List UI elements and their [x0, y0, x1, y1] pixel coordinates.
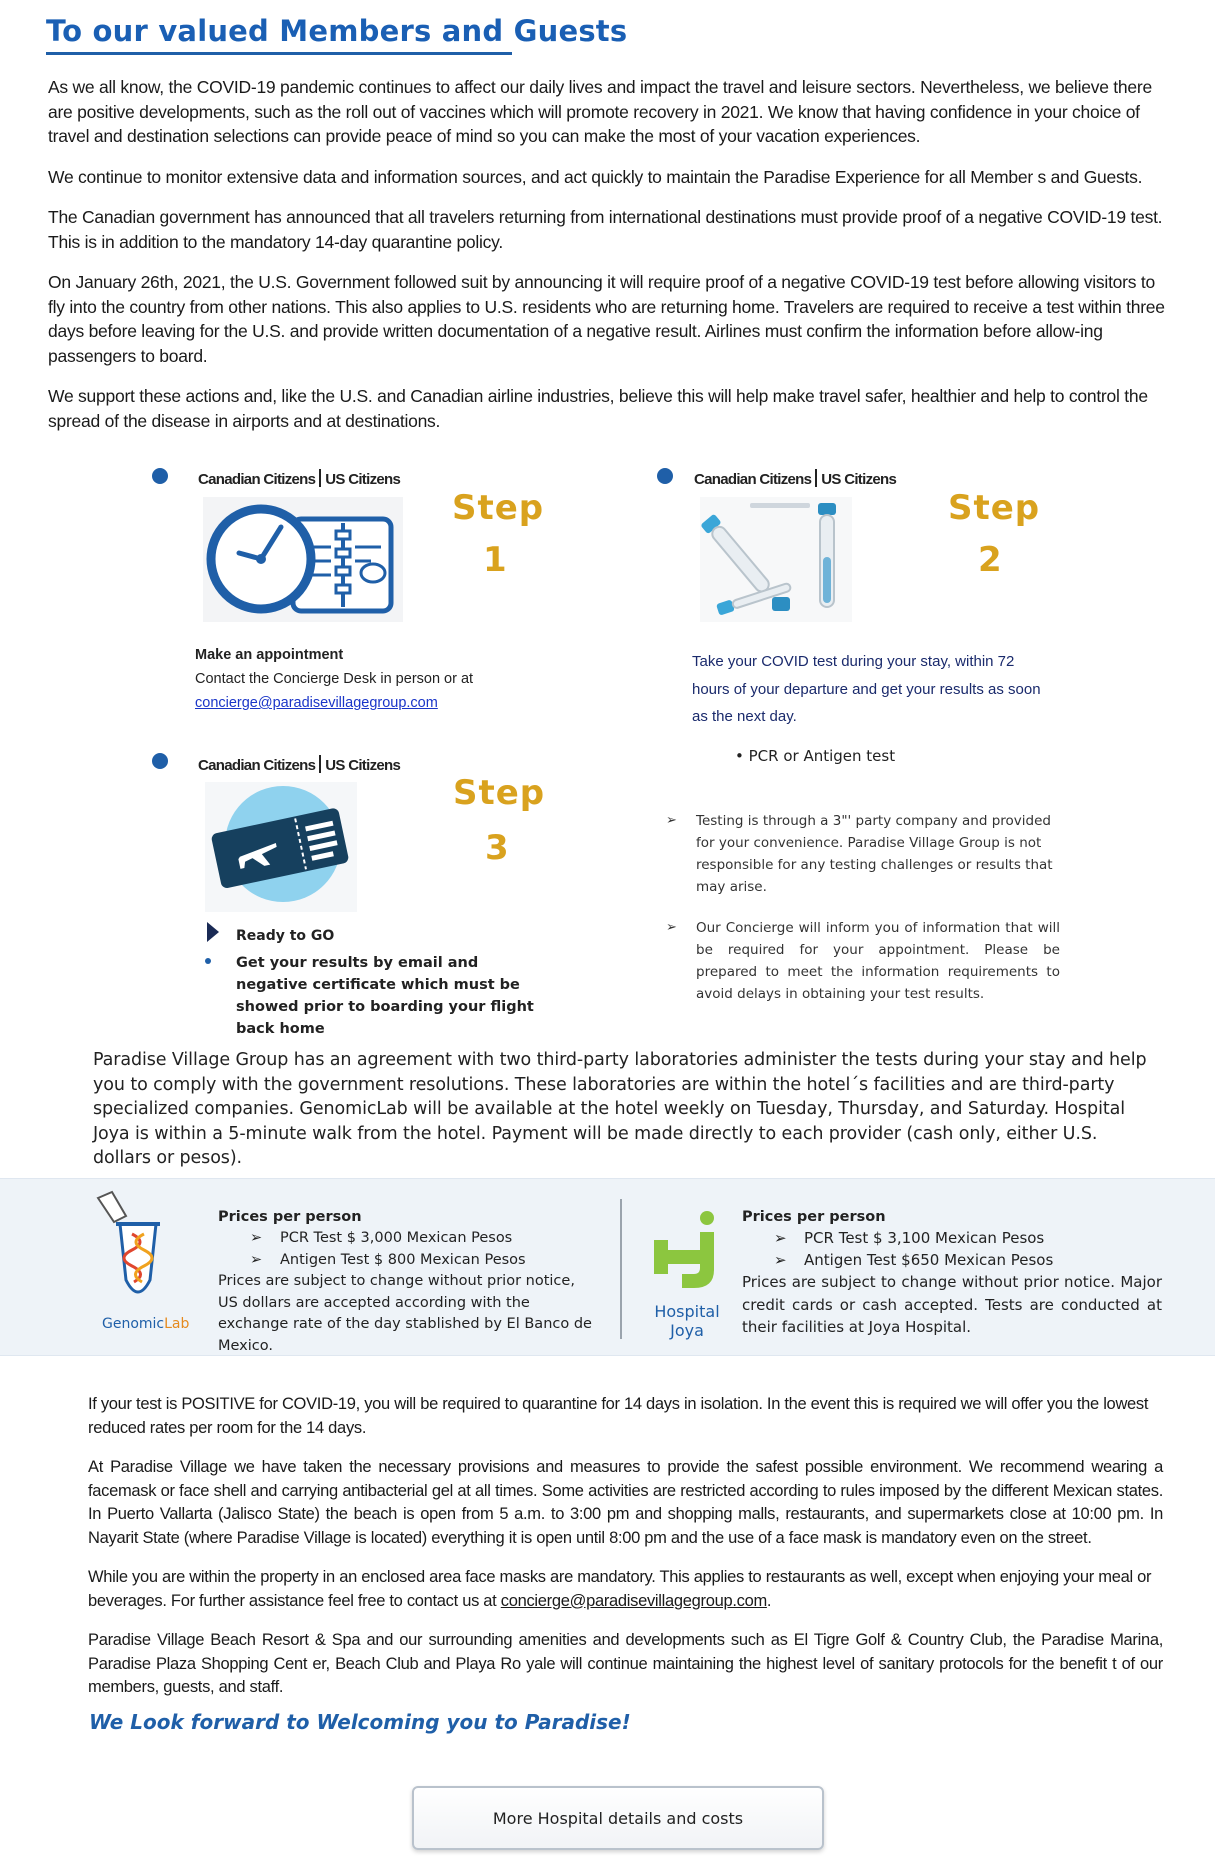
genomiclab-prices-title: Prices per person	[218, 1209, 362, 1225]
intro-paragraph: As we all know, the COVID-19 pandemic continues to affect our daily lives and impact the travel and leisure sectors. Nevertheless, we believe there are positive developments, such as the roll out of vaccines which will promote recovery in 2021. We know that having confidence in your choice of travel and destination selections can provide peace of mind so you can make the most of your vacation experiences.	[48, 77, 1152, 146]
step-3-bullet-dot-small	[205, 958, 211, 964]
dna-tube-icon	[92, 1188, 184, 1306]
genomiclab-logo-text: GenomicLab	[102, 1316, 190, 1332]
step-2-bullet-dot	[657, 468, 673, 484]
face-mask-paragraph: While you are within the property in an enclosed area face masks are mandatory. This applies to restaurants as well, except when enjoying your meal or beverages. For further assistance feel free to contact us at concierge@paradisevillagegroup.com.	[88, 1568, 1152, 1610]
more-hospital-details-button[interactable]: More Hospital details and costs	[412, 1786, 824, 1850]
citizens-us: US Citizens	[325, 757, 401, 774]
intro-paragraph: The Canadian government has announced that all travelers returning from international destinations must provide proof of a negative COVID-19 test. This is in addition to the mandatory 14-day quarantine policy.	[48, 207, 1163, 252]
step-3-ready: Ready to GO	[236, 928, 335, 944]
test-tubes-icon	[700, 497, 852, 622]
intro-paragraph: On January 26th, 2021, the U.S. Government followed suit by announcing it will require proof of a negative COVID-19 test before allowing visitors to fly into the country from other nations. This also applies to U.S. residents who are returning home. Travelers are required to receive a test within three days before leaving for the U.S. and provide written documentation of a negative result. Airlines must confirm the information before allow-ing passengers to board.	[48, 272, 1165, 366]
arrow-bullet-icon: ➢	[666, 920, 677, 935]
step-2-number: 2	[978, 540, 1002, 580]
prices-divider	[620, 1199, 622, 1339]
step-1-number: 1	[483, 540, 507, 580]
step-1-word: Step	[452, 488, 545, 528]
hospital-joya-antigen-price: ➢ Antigen Test $650 Mexican Pesos	[774, 1250, 1054, 1269]
triangle-bullet-icon	[207, 922, 219, 942]
citizens-us: US Citizens	[325, 471, 401, 488]
citizens-canadian: Canadian Citizens	[694, 471, 812, 488]
step-3-citizens-label	[198, 755, 400, 774]
calendar-clock-icon	[203, 497, 403, 622]
step-2-word: Step	[948, 488, 1041, 528]
step-3-bullet-dot	[152, 753, 168, 769]
positive-test-paragraph: If your test is POSITIVE for COVID-19, you will be required to quarantine for 14 days in isolation. In the event this is required we will offer you the lowest reduced rates per room for the 14 days.	[88, 1395, 1149, 1437]
step-1-bullet-dot	[152, 468, 168, 484]
citizens-us: US Citizens	[821, 471, 897, 488]
title-underline	[46, 52, 512, 55]
step-1-citizens-label	[198, 469, 400, 488]
citizens-canadian: Canadian Citizens	[198, 757, 316, 774]
hospital-joya-pcr-price: ➢ PCR Test $ 3,100 Mexican Pesos	[774, 1229, 1045, 1247]
genomiclab-prices	[218, 1206, 598, 1357]
step-3-word: Step	[453, 773, 546, 813]
step-2-note-third-party: ➢ Testing is through a 3"' party company and provided for your convenience. Paradise Village Group is not responsible for any testing challenges or results that may arise.	[696, 810, 1056, 898]
genomiclab-price-note: Prices are subject to change without prior notice, US dollars are accepted according with the exchange rate of the day stablished by El Banco de Mexico.	[218, 1273, 592, 1354]
hospital-joya-prices-title: Prices per person	[742, 1209, 886, 1225]
step-3-results-text: Get your results by email and negative certificate which must be showed prior to boarding your flight back home	[236, 955, 534, 1037]
intro-paragraph: We support these actions and, like the U.S. and Canadian airline industries, believe this will help make travel safer, healthier and help to control the spread of the disease in airports and at destinations.	[48, 386, 1148, 431]
safety-measures-paragraph: At Paradise Village we have taken the necessary provisions and measures to provide the safest possible environment. We recommend wearing a facemask or face shell and carrying antibacterial gel at all times. Some activities are restricted according to rules imposed by the different Mexican states. In Puerto Vallarta (Jalisco State) the beach is open from 5 a.m. to 3:00 pm and shopping malls, restaurants, and supermarkets close at 10:00 pm. In Nayarit State (where Paradise Village is located) everything it is open until 8:00 pm and the use of a face mask is mandatory even on the street.	[88, 1458, 1163, 1547]
step-2-citizens-label	[694, 469, 896, 488]
closing-section	[88, 1393, 1163, 1716]
hospital-joya-prices	[742, 1206, 1162, 1339]
step-2-test-types: • PCR or Antigen test	[735, 747, 896, 765]
genomiclab-pcr-price: ➢ PCR Test $ 3,000 Mexican Pesos	[250, 1230, 513, 1246]
intro-paragraph: We continue to monitor extensive data and information sources, and act quickly to maintain the Paradise Experience for all Member s and Guests.	[48, 166, 1143, 187]
arrow-bullet-icon: ➢	[666, 813, 677, 828]
page-title: To our valued Members and Guests	[46, 14, 628, 48]
laboratories-paragraph: Paradise Village Group has an agreement with two third-party laboratories administer the tests during your stay and help you to comply with the government resolutions. These laboratories are within the hotel´s facilities and are third-party specialized companies. GenomicLab will be available at the hotel weekly on Tuesday, Thursday, and Saturday. Hospital Joya is within a 5-minute walk from the hotel. Payment will be made directly to each provider (cash only, either U.S. dollars or pesos).	[93, 1050, 1147, 1168]
hospital-joya-price-note: Prices are subject to change without prior notice. Major credit cards or cash accepted. Tests are conducted at their facilities at Joya Hospital.	[742, 1273, 1162, 1336]
hospital-joya-logo-text: Hospital Joya	[654, 1302, 720, 1340]
citizens-canadian: Canadian Citizens	[198, 471, 316, 488]
step-2-note-concierge: ➢ Our Concierge will inform you of information that will be required for your appointment. Please be prepared to meet the information requirements to avoid delays in obtaining your test results.	[696, 917, 1060, 1005]
step-3-number: 3	[485, 828, 509, 868]
step-1-text	[195, 643, 473, 715]
plane-ticket-icon	[205, 782, 357, 912]
closing-tagline: We Look forward to Welcoming you to Paradise!	[89, 1710, 631, 1734]
genomiclab-antigen-price: ➢ Antigen Test $ 800 Mexican Pesos	[250, 1251, 526, 1268]
amenities-paragraph: Paradise Village Beach Resort & Spa and our surrounding amenities and developments such as El Tigre Golf & Country Club, the Paradise Marina, Paradise Plaza Shopping Cent er, Beach Club and Playa Ro yale will continue maintaining the highest level of sanitary protocols for the benefit t of our members, guests, and staff.	[88, 1631, 1163, 1696]
step-1-email-link[interactable]: concierge@paradisevillagegroup.com	[195, 695, 438, 711]
intro-section	[48, 75, 1172, 449]
concierge-email-link[interactable]: concierge@paradisevillagegroup.com	[500, 1591, 767, 1610]
step-1-title: Make an appointment	[195, 647, 344, 663]
step-1-line: Contact the Concierge Desk in person or at	[195, 671, 474, 687]
step-2-text: Take your COVID test during your stay, within 72 hours of your departure and get your results as soon as the next day.	[692, 653, 1041, 725]
hospital-joya-logo-icon	[652, 1210, 722, 1294]
